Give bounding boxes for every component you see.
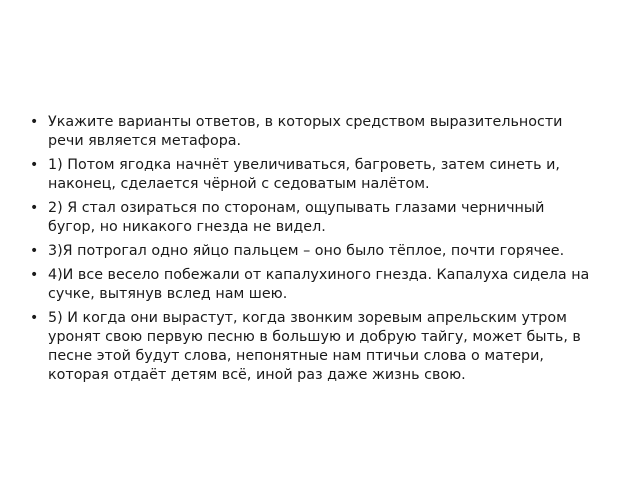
answer-option-1 xyxy=(30,156,595,194)
bullet-icon: • xyxy=(30,200,39,216)
list-item-text: 2) Я стал озираться по сторонам, ощупывать глазами черничный бугор, но никакого гнезда не видел. xyxy=(48,200,545,235)
answer-option-4 xyxy=(30,266,595,304)
answer-option-5 xyxy=(30,309,595,385)
bullet-icon: • xyxy=(30,157,39,173)
bullet-list xyxy=(30,113,595,390)
list-item-text: 3)Я потрогал одно яйцо пальцем – оно было тёплое, почти горячее. xyxy=(48,243,565,259)
answer-option-3 xyxy=(30,242,595,261)
list-item-text: 1) Потом ягодка начнёт увеличиваться, багроветь, затем синеть и, наконец, сделается чёрной с седоватым налётом. xyxy=(48,157,560,192)
question-text xyxy=(30,113,595,151)
list-item-text: 4)И все весело побежали от капалухиного гнезда. Капалуха сидела на сучке, вытянув вслед нам шею. xyxy=(48,267,590,302)
bullet-icon: • xyxy=(30,310,39,326)
bullet-icon: • xyxy=(30,267,39,283)
answer-option-2 xyxy=(30,199,595,237)
bullet-icon: • xyxy=(30,243,39,259)
list-item-text: 5) И когда они вырастут, когда звонким зоревым апрельским утром уронят свою первую песню в большую и добрую тайгу, может быть, в песне этой будут слова, непонятные нам птичьи слова о матери, которая отдаёт детям всё, иной раз даже жизнь свою. xyxy=(48,310,581,383)
bullet-icon: • xyxy=(30,114,39,130)
list-item-text: Укажите варианты ответов, в которых средством выразительности речи является метафора. xyxy=(48,114,563,149)
